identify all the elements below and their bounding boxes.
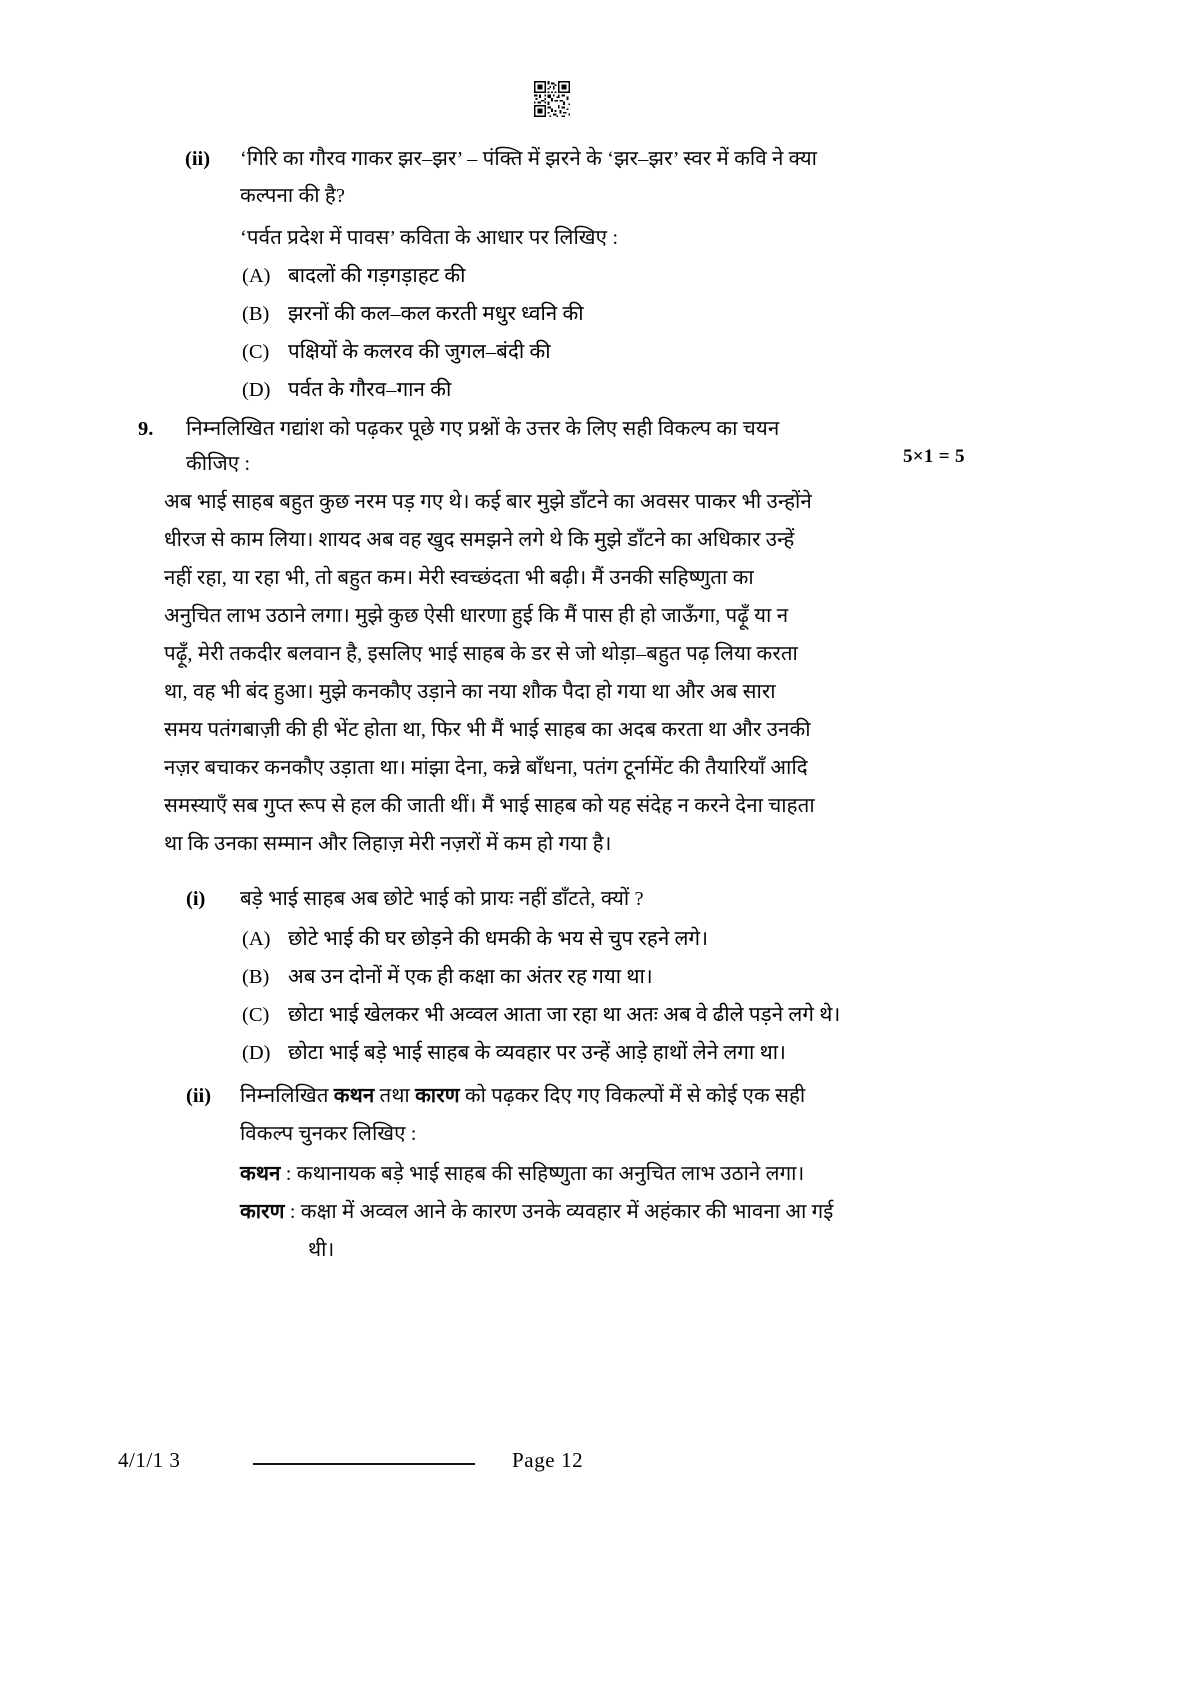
q8-option-C-label: (C) (242, 341, 270, 363)
q9-stem-line2: कीजिए : (186, 453, 251, 475)
footer-divider (253, 1463, 475, 1465)
q8-option-B-label: (B) (242, 303, 270, 325)
qr-code-icon (534, 81, 570, 117)
q8-option-C[interactable] (242, 333, 942, 372)
q9-passage-line-9: समस्याएँ सब गुप्त रूप से हल की जाती थीं। मैं भाई साहब को यह संदेह न करने देना चाहता (164, 795, 815, 817)
q9-i-option-C-label: (C) (242, 1004, 270, 1026)
q8-option-D-text: पर्वत के गौरव–गान की (288, 379, 452, 401)
q9-passage-line-4: अनुचित लाभ उठाने लगा। मुझे कुछ ऐसी धारणा हुई कि मैं पास ही हो जाऊँगा, पढ़ूँ या न (164, 605, 789, 627)
q8-option-B-text: झरनों की कल–कल करती मधुर ध्वनि की (288, 303, 584, 325)
q9-part-ii-karan-bold: कारण (415, 1085, 460, 1107)
q9-i-option-B-text: अब उन दोनों में एक ही कक्षा का अंतर रह गया था। (288, 966, 653, 988)
q9-part-ii-line1 (240, 1077, 880, 1116)
q8-option-D-label: (D) (242, 379, 271, 401)
q8-option-A[interactable] (242, 257, 942, 296)
q9-i-option-A[interactable] (242, 920, 1062, 959)
q9-passage-line-3: नहीं रहा, या रहा भी, तो बहुत कम। मेरी स्वच्छंदता भी बढ़ी। मैं उनकी सहिष्णुता का (164, 567, 754, 589)
q9-part-ii-line2: विकल्प चुनकर लिखिए : (240, 1123, 417, 1145)
q9-i-option-B-label: (B) (242, 966, 270, 988)
q9-part-ii-l1-c: को पढ़कर दिए गए विकल्पों में से कोई एक सही (459, 1085, 806, 1107)
q9-i-option-A-label: (A) (242, 928, 271, 950)
q9-i-option-C[interactable] (242, 996, 1072, 1035)
q9-i-option-C-text: छोटा भाई खेलकर भी अव्वल आता जा रहा था अतः अब वे ढीले पड़ने लगे थे। (288, 1004, 841, 1026)
q9-i-option-D[interactable] (242, 1034, 1072, 1073)
q9-karan-row (240, 1193, 1020, 1232)
q9-passage-line-2: धीरज से काम लिया। शायद अब वह खुद समझने लगे थे कि मुझे डाँटने का अधिकार उन्हें (164, 529, 795, 551)
qr-code-svg (534, 81, 570, 117)
q9-karan-label: कारण (240, 1201, 285, 1223)
q9-karan-text: : कक्षा में अव्वल आने के कारण उनके व्यवहार में अहंकार की भावना आ गई (284, 1201, 834, 1223)
q9-passage-line-10: था कि उनका सम्मान और लिहाज़ मेरी नज़रों में कम हो गया है। (164, 833, 612, 855)
q8-option-D[interactable] (242, 371, 942, 410)
q9-kathan-text: : कथानायक बड़े भाई साहब की सहिष्णुता का अनुचित लाभ उठाने लगा। (280, 1163, 805, 1185)
q9-part-ii-line1-inner (240, 1077, 880, 1116)
page-footer (0, 1448, 1190, 1488)
q9-stem-line1: निम्नलिखित गद्यांश को पढ़कर पूछे गए प्रश्नों के उत्तर के लिए सही विकल्प का चयन (186, 418, 780, 440)
q8-part-ii-instruction: ‘पर्वत प्रदेश में पावस’ कविता के आधार पर लिखिए : (240, 227, 619, 249)
q9-marks: 5×1 = 5 (903, 446, 965, 467)
q8-part-ii-line2: कल्पना की है? (240, 185, 346, 207)
q9-part-ii-l1-b: तथा (374, 1085, 416, 1107)
q9-kathan-label: कथन (240, 1163, 281, 1185)
q9-passage-line-7: समय पतंगबाज़ी की ही भेंट होता था, फिर भी मैं भाई साहब का अदब करता था और उनकी (164, 719, 811, 741)
q9-part-i-question: बड़े भाई साहब अब छोटे भाई को प्रायः नहीं डाँटते, क्यों ? (240, 888, 644, 910)
q8-option-A-label: (A) (242, 265, 271, 287)
q8-option-C-text: पक्षियों के कलरव की जुगल–बंदी की (288, 341, 551, 363)
page-number: Page 12 (512, 1448, 584, 1472)
q8-option-B[interactable] (242, 295, 942, 334)
q9-karan-row-cont: थी। (308, 1239, 335, 1261)
q9-kathan-row (240, 1155, 1000, 1194)
q8-part-ii-marker: (ii) (185, 148, 211, 170)
q9-part-i-marker: (i) (186, 888, 206, 910)
q9-i-option-D-label: (D) (242, 1042, 271, 1064)
paper-code: 4/1/1 3 (118, 1448, 181, 1472)
q9-passage-line-6: था, वह भी बंद हुआ। मुझे कनकौए उड़ाने का नया शौक पैदा हो गया था और अब सारा (164, 681, 776, 703)
q9-part-ii-marker: (ii) (186, 1085, 212, 1107)
q9-part-ii-l1-a: निम्नलिखित (240, 1085, 334, 1107)
q8-part-ii-line1: ‘गिरि का गौरव गाकर झर–झर’ – पंक्ति में झरने के ‘झर–झर’ स्वर में कवि ने क्या (240, 148, 818, 170)
q9-i-option-A-text: छोटे भाई की घर छोड़ने की धमकी के भय से चुप रहने लगे। (288, 928, 709, 950)
q9-i-option-B[interactable] (242, 958, 1062, 997)
q9-number: 9. (138, 418, 154, 440)
q9-i-option-D-text: छोटा भाई बड़े भाई साहब के व्यवहार पर उन्हें आड़े हाथों लेने लगा था। (288, 1042, 786, 1064)
q8-option-A-text: बादलों की गड़गड़ाहट की (288, 265, 466, 287)
q9-part-ii-kathan-bold: कथन (333, 1085, 375, 1107)
q9-passage-line-1: अब भाई साहब बहुत कुछ नरम पड़ गए थे। कई बार मुझे डाँटने का अवसर पाकर भी उन्होंने (164, 491, 812, 513)
q9-passage-line-5: पढ़ूँ, मेरी तकदीर बलवान है, इसलिए भाई साहब के डर से जो थोड़ा–बहुत पढ़ लिया करता (164, 643, 798, 665)
q9-passage-line-8: नज़र बचाकर कनकौए उड़ाता था। मांझा देना, कन्ने बाँधना, पतंग टूर्नामेंट की तैयारियाँ आदि (164, 757, 808, 779)
